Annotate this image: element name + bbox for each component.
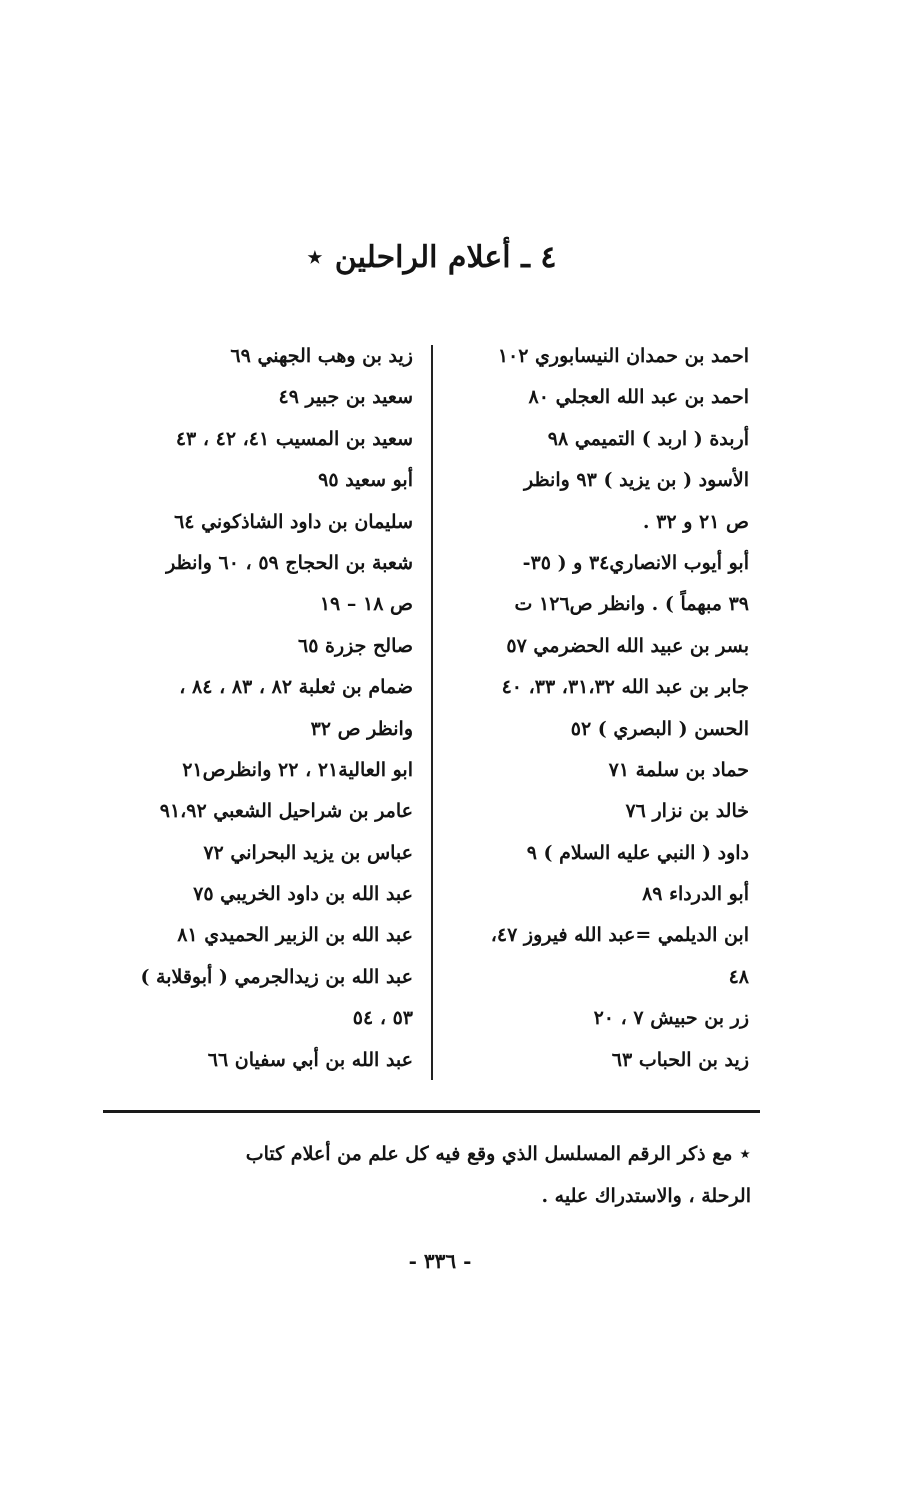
index-entry: أبو أيوب الانصاري٣٤ و ( ٣٥- xyxy=(522,551,749,574)
page-title: ٤ ـ أعلام الراحلين ⋆ xyxy=(305,240,557,275)
index-entry: جابر بن عبد الله ٣١،٣٢، ٣٣، ٤٠ xyxy=(501,676,749,699)
index-entry: أبو سعيد ٩٥ xyxy=(318,469,413,492)
index-entry: وانظر ص ٣٢ xyxy=(310,717,413,740)
footnote xyxy=(101,1133,751,1217)
column-divider xyxy=(431,345,433,1080)
index-entry: زيد بن الحباب ٦٣ xyxy=(611,1048,749,1071)
index-entry: ٤٨ xyxy=(728,965,749,988)
index-entry: زر بن حبيش ٧ ، ٢٠ xyxy=(593,1007,749,1030)
index-entry: زيد بن وهب الجهني ٦٩ xyxy=(230,345,413,367)
index-entry: عبد الله بن الزبير الحميدي ٨١ xyxy=(177,924,413,947)
index-entry: عباس بن يزيد البحراني ٧٢ xyxy=(203,841,413,864)
index-entry: الأسود ( بن يزيد ) ٩٣ وانظر xyxy=(523,469,749,492)
index-entry: سليمان بن داود الشاذكوني ٦٤ xyxy=(174,510,413,533)
index-entry: عبد الله بن داود الخريبي ٧٥ xyxy=(193,883,413,906)
index-entry: ابن الديلمي =عبد الله فيروز ٤٧، xyxy=(490,924,749,947)
page-number: - ٣٣٦ - xyxy=(408,1249,472,1273)
index-column-right xyxy=(449,336,749,1081)
index-entry: صالح جزرة ٦٥ xyxy=(298,634,413,657)
index-entry: حماد بن سلمة ٧١ xyxy=(608,758,749,781)
index-entry: ٣٩ مبهماً ) . وانظر ص١٢٦ ت xyxy=(514,593,749,616)
index-entry: احمد بن عبد الله العجلي ٨٠ xyxy=(528,386,749,409)
index-entry: عبد الله بن أبي سفيان ٦٦ xyxy=(207,1048,413,1071)
index-entry: عبد الله بن زيدالجرمي ( أبوقلابة ) xyxy=(140,965,413,988)
index-entry: ص ٢١ و ٣٢ . xyxy=(642,510,749,533)
index-entry: الحسن ( البصري ) ٥٢ xyxy=(570,717,749,740)
index-entry: عامر بن شراحيل الشعبي ٩١،٩٢ xyxy=(159,800,413,823)
index-entry: داود ( النبي عليه السلام ) ٩ xyxy=(526,841,749,864)
index-entry: شعبة بن الحجاج ٥٩ ، ٦٠ وانظر xyxy=(166,551,413,574)
footnote-line: الرحلة ، والاستدراك عليه . xyxy=(541,1185,751,1207)
index-entry: أربدة ( اربد ) التميمي ٩٨ xyxy=(547,427,749,450)
index-entry: خالد بن نزار ٧٦ xyxy=(625,800,749,823)
index-entry: أبو الدرداء ٨٩ xyxy=(642,883,749,906)
index-entry: ٥٣ ، ٥٤ xyxy=(352,1007,413,1030)
index-entry: بسر بن عبيد الله الحضرمي ٥٧ xyxy=(506,634,749,657)
index-entry: ضمام بن ثعلبة ٨٢ ، ٨٣ ، ٨٤ ، xyxy=(179,676,413,699)
index-entry: سعيد بن جبير ٤٩ xyxy=(278,386,413,409)
index-entry: سعيد بن المسيب ٤١، ٤٢ ، ٤٣ xyxy=(175,427,413,450)
footnote-rule xyxy=(103,1110,760,1113)
index-entry: ابو العالية٢١ ، ٢٢ وانظرص٢١ xyxy=(182,758,413,781)
index-entry: احمد بن حمدان النيسابوري ١٠٢ xyxy=(497,345,749,367)
footnote-line: ⋆ مع ذكر الرقم المسلسل الذي وقع فيه كل علم من أعلام كتاب xyxy=(245,1143,751,1165)
index-column-left xyxy=(103,336,413,1081)
index-entry: ص ١٨ – ١٩ xyxy=(319,593,413,616)
